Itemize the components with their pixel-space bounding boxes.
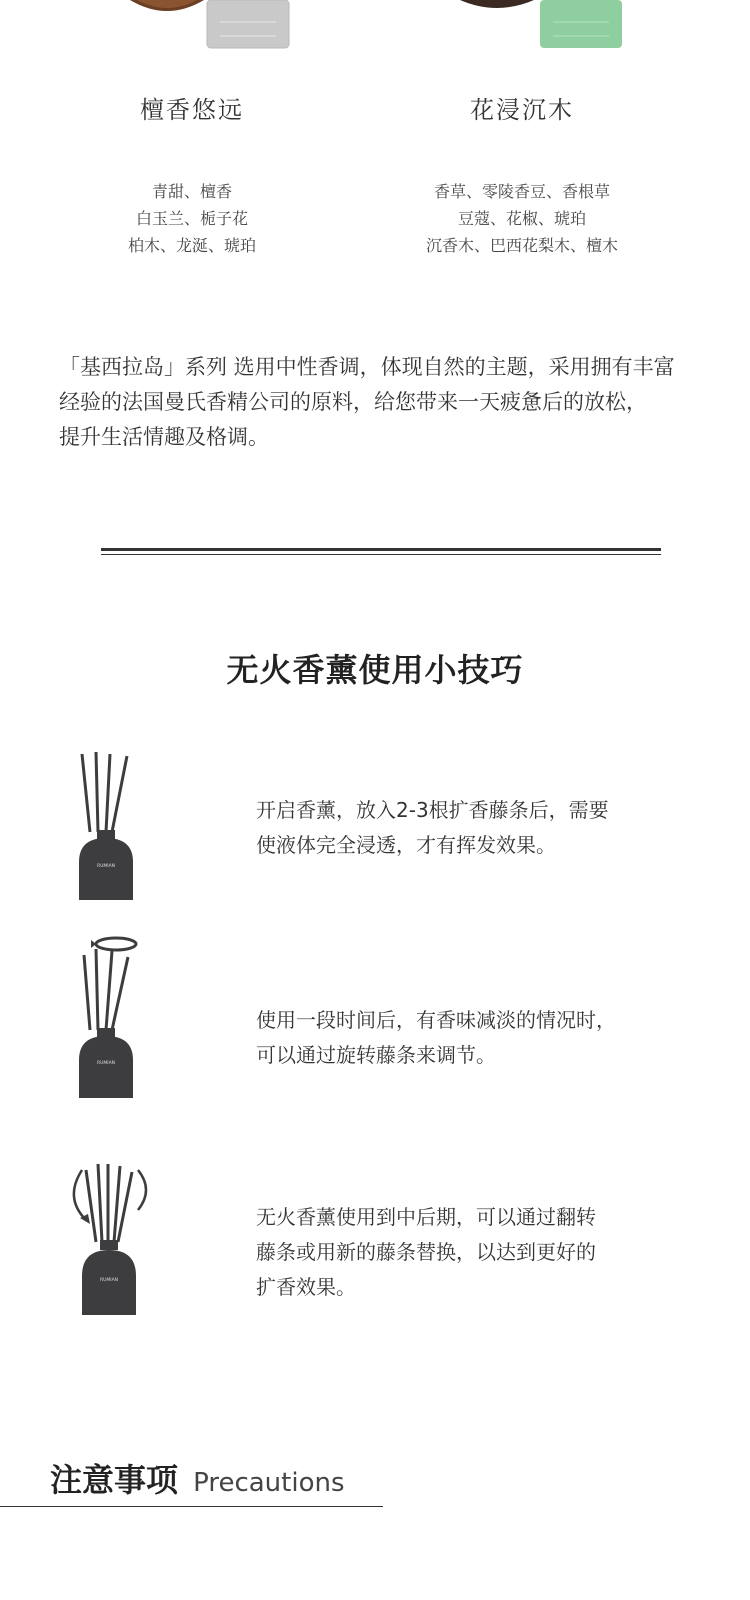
description-line: 「基西拉岛」系列 选用中性香调，体现自然的主题，采用拥有丰富 [59,355,675,379]
bottle-label: RUMIAN [96,864,116,869]
notes-line: 香草、零陵香豆、香根草 [433,182,610,201]
product-image [42,0,342,60]
product-name: 檀香悠远 [140,96,244,124]
product-name: 花浸沉木 [470,96,574,124]
tip-line: 使液体完全浸透，才有挥发效果。 [256,833,556,857]
tips-title: 无火香薰使用小技巧 [226,651,524,689]
tip-item [60,933,700,1103]
series-description [59,350,709,455]
tip-text [256,1003,616,1073]
tip-line: 使用一段时间后，有香味减淡的情况时， [256,1008,616,1032]
bottle-label: RUMIAN [99,1278,119,1283]
tip-line: 开启香薰，放入2-3根扩香藤条后，需要 [256,798,609,822]
description-line: 经验的法国曼氏香精公司的原料，给您带来一天疲惫后的放松， [59,390,647,414]
precautions-heading [50,1455,345,1501]
tip-text [256,1200,596,1305]
tip-item [60,1160,700,1325]
notes-line: 青甜、檀香 [151,182,232,201]
description-line: 提升生活情趣及格调。 [59,425,269,449]
tip-line: 可以通过旋转藤条来调节。 [256,1043,496,1067]
tip-text [256,793,609,863]
reed-diffuser-icon [60,750,150,909]
product-card-sandalwood [42,0,342,270]
notes-line: 豆蔻、花椒、琥珀 [457,209,586,228]
bottle-label: RUMIAN [96,1061,116,1066]
notes-line: 沉香木、巴西花梨木、檀木 [425,236,618,255]
notes-line: 柏木、龙涎、琥珀 [127,236,256,255]
precautions-underline [0,1506,383,1507]
rotate-reeds-icon [60,933,150,1107]
product-notes [42,178,342,259]
flip-reeds-icon [60,1160,160,1324]
precautions-title-en: Precautions [193,1468,345,1498]
divider [101,554,661,555]
product-card-agarwood [372,0,672,270]
precautions-title-zh: 注意事项 [50,1461,179,1499]
divider [101,548,661,551]
tip-line: 扩香效果。 [256,1275,356,1299]
tip-line: 无火香薰使用到中后期，可以通过翻转 [256,1205,596,1229]
tip-item [60,750,700,910]
tip-line: 藤条或用新的藤条替换，以达到更好的 [256,1240,596,1264]
product-image [372,0,672,60]
product-notes [372,178,672,259]
notes-line: 白玉兰、栀子花 [135,209,248,228]
